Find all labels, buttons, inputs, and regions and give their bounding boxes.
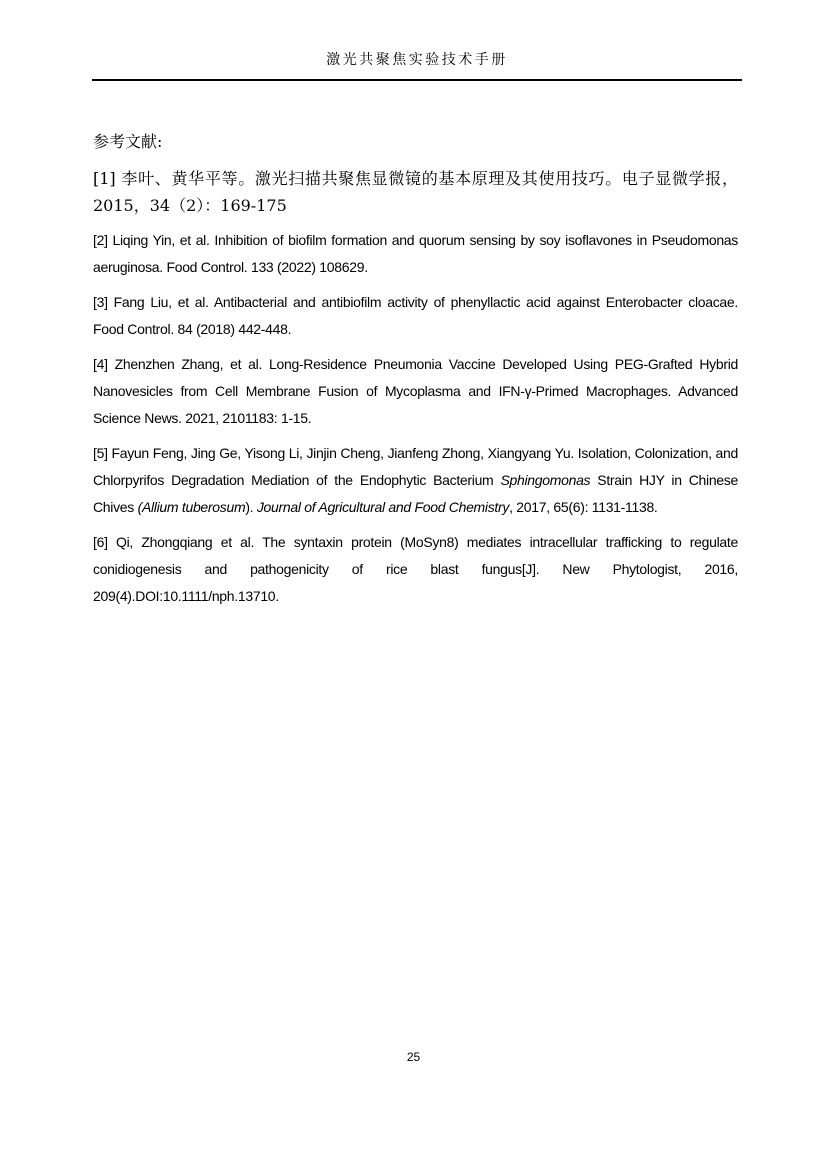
reference-text-italic: Journal of Agricultural and Food Chemistry	[256, 499, 510, 515]
reference-text: [3] Fang Liu, et al. Antibacterial and antibiofilm activity of phenyllactic acid against Enterobacter cloacae. Food Control. 84 (2018) 442-448.	[93, 294, 738, 337]
reference-text: [5] Fayun Feng, Jing Ge, Yisong Li, Jinjin Cheng, Jianfeng Zhong, Xiangyang Yu. Isolation, Colonization, and Chlorpyrifos Degradation Mediation of the Endophytic Bacterium	[93, 445, 738, 488]
reference-text: ).	[245, 499, 257, 515]
reference-text: [2] Liqing Yin, et al. Inhibition of biofilm formation and quorum sensing by soy isoflavones in Pseudomonas aeruginosa. Food Control. 133 (2022) 108629.	[93, 232, 738, 275]
page-header	[92, 50, 742, 81]
header-title: 激光共聚焦实验技术手册	[326, 52, 508, 68]
references-heading: 参考文献:	[93, 132, 163, 151]
reference-text: [6] Qi, Zhongqiang et al. The syntaxin protein (MoSyn8) mediates intracellular trafficking to regulate conidiogenesis and pathogenicity of rice blast fungus[J]. New Phytologist, 2016, 209(4).DOI:10.1111/nph.13710.	[93, 534, 738, 604]
page-content	[93, 128, 738, 618]
reference-text-italic: (Allium tuberosum	[137, 499, 246, 515]
reference-item	[93, 440, 738, 521]
references-list	[93, 165, 738, 610]
page-footer	[0, 1048, 827, 1066]
reference-item	[93, 529, 738, 610]
page-number: 25	[406, 1050, 421, 1064]
reference-text: [4] Zhenzhen Zhang, et al. Long-Residence Pneumonia Vaccine Developed Using PEG-Grafted Hybrid Nanovesicles from Cell Membrane Fusion of Mycoplasma and IFN-γ-Primed Macrophages. Advanced Science News. 2021, 2101183: 1-15.	[93, 356, 738, 426]
reference-item	[93, 351, 738, 432]
reference-item	[93, 289, 738, 343]
reference-text: Strain HJY in Chinese Chives	[93, 472, 738, 515]
reference-item	[93, 227, 738, 281]
reference-text: [1] 李叶、黄华平等。激光扫描共聚焦显微镜的基本原理及其使用技巧。电子显微学报，2015，34（2）：169-175	[93, 169, 738, 215]
reference-text-italic: Sphingomonas	[500, 472, 591, 488]
reference-text: , 2017, 65(6): 1131-1138.	[509, 499, 658, 515]
reference-item	[93, 165, 738, 219]
